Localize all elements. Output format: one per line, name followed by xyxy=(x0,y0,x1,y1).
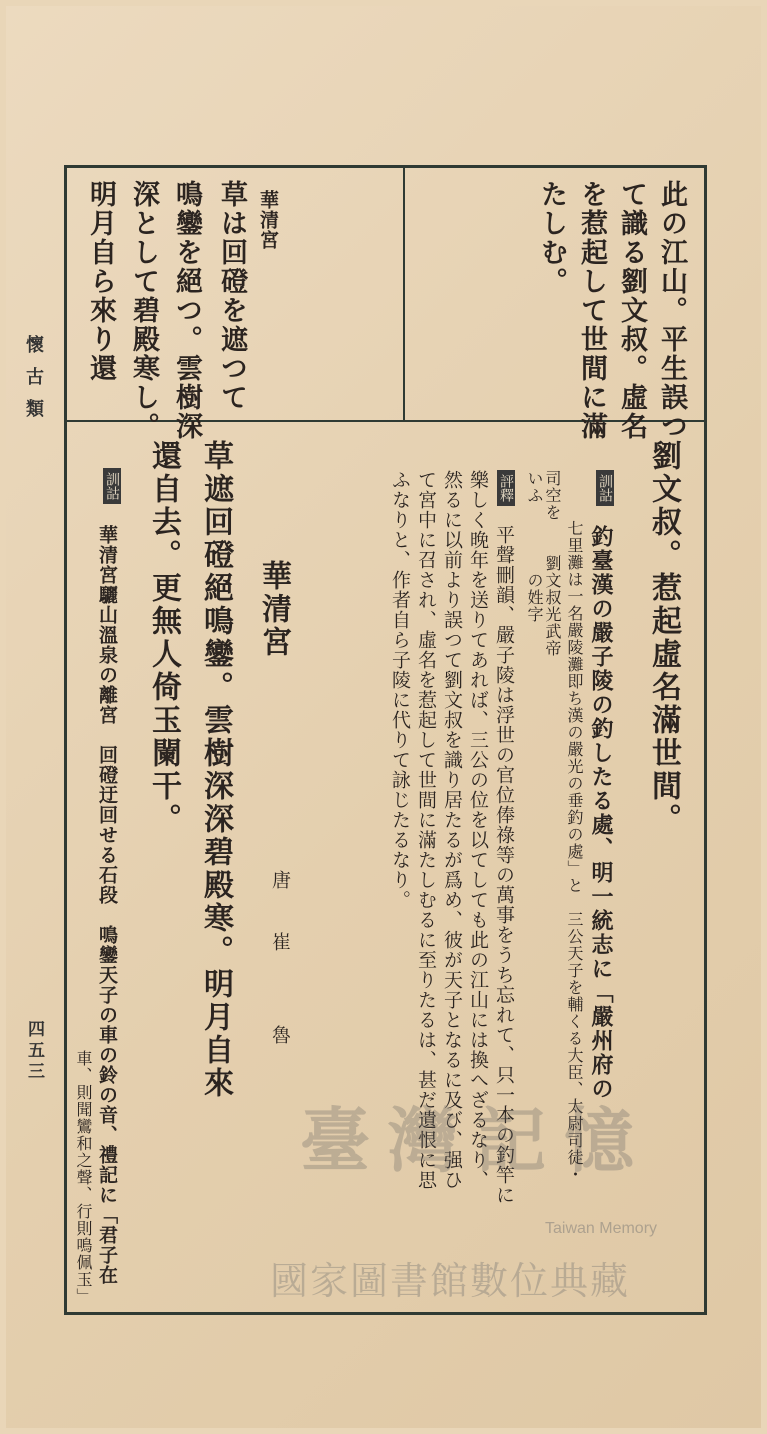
section-title: 懷古類 xyxy=(23,335,44,431)
page-number: 四五三 xyxy=(24,1020,44,1083)
top-left-line-3: 深として碧殿寒し。 xyxy=(128,180,159,441)
top-right-line-3: を惹起して世間に滿 xyxy=(576,180,607,441)
poem-gloss-line-1: 華清宮驪山溫泉の離宮 回磴迂回せる石段 鳴鑾天子の車の鈴の音、禮記に「君子在 xyxy=(96,525,118,1285)
watermark-logo: 臺灣記憶 xyxy=(300,1099,652,1182)
main-verse-line: 劉文叔。惹起虛名滿世間。 xyxy=(646,440,681,836)
commentary-line-4: て宮中に召され、虛名を惹起して世間に滿たしむるに至りたるは、甚だ遺恨に思 xyxy=(415,470,437,1190)
gloss-line-2: 七里灘は一名嚴陵灘即ち漢の嚴光の垂釣の處」と 三公天子を輔くる大臣、太尉司徒・ xyxy=(565,520,584,1183)
kunko-label: 訓詁 xyxy=(596,470,614,506)
poem-line-2: 還自去。更無人倚玉闌干。 xyxy=(146,440,181,836)
top-left-line-2: 鳴鑾を絕つ。雲樹深 xyxy=(171,180,202,441)
poem-gloss-line-2: 車、則聞鸞和之聲、行則鳴佩玉」 xyxy=(74,1050,93,1305)
gloss-line-3: 司空を 劉文叔光武帝 xyxy=(543,470,562,657)
commentary-line-3: 然るに以前より誤つて劉文叔を識り居たるが爲め、彼が天子となるに及び、强ひ xyxy=(441,470,463,1190)
kunko2-label: 訓詁 xyxy=(103,468,121,504)
top-left-line-1: 草は回磴を遮つて xyxy=(216,180,247,412)
poem-author: 唐 崔 魯 xyxy=(269,870,291,1056)
gloss-line-3b: いふ の姓字 xyxy=(525,470,544,623)
commentary-line-1: 平聲刪韻、嚴子陵は浮世の官位俸祿等の萬事をうち忘れて、只一本の釣竿に xyxy=(493,525,515,1205)
divider-horizontal xyxy=(64,420,707,422)
top-left-poem-title: 華清宮 xyxy=(257,190,279,250)
poem-line-1: 草遮回磴絕鳴鑾。雲樹深深碧殿寒。明月自來 xyxy=(198,440,233,1100)
top-left-line-4: 明月自ら來り還 xyxy=(85,180,116,383)
top-right-line-4: たしむ。 xyxy=(536,180,567,296)
poem-title: 華清宮 xyxy=(256,560,291,659)
gloss-line-1: 釣臺漢の嚴子陵の釣したる處、明一統志に「嚴州府の xyxy=(588,525,614,1101)
top-right-line-2: て識る劉文叔。虛名 xyxy=(616,180,647,441)
top-right-line-1: 此の江山。平生誤つ xyxy=(656,180,687,441)
divider-vertical xyxy=(403,168,405,420)
watermark-caption: 國家圖書館數位典藏 xyxy=(270,1259,631,1303)
commentary-line-2: 樂しく晚年を送りてあれば、三公の位を以てしても此の江山には換へざるなり、 xyxy=(467,470,489,1190)
hyoshaku-label: 評釋 xyxy=(497,470,515,506)
commentary-line-5: ふなりと、作者自ら子陵に代りて詠じたるなり。 xyxy=(389,470,411,910)
watermark-latin: Taiwan Memory xyxy=(545,1220,658,1237)
